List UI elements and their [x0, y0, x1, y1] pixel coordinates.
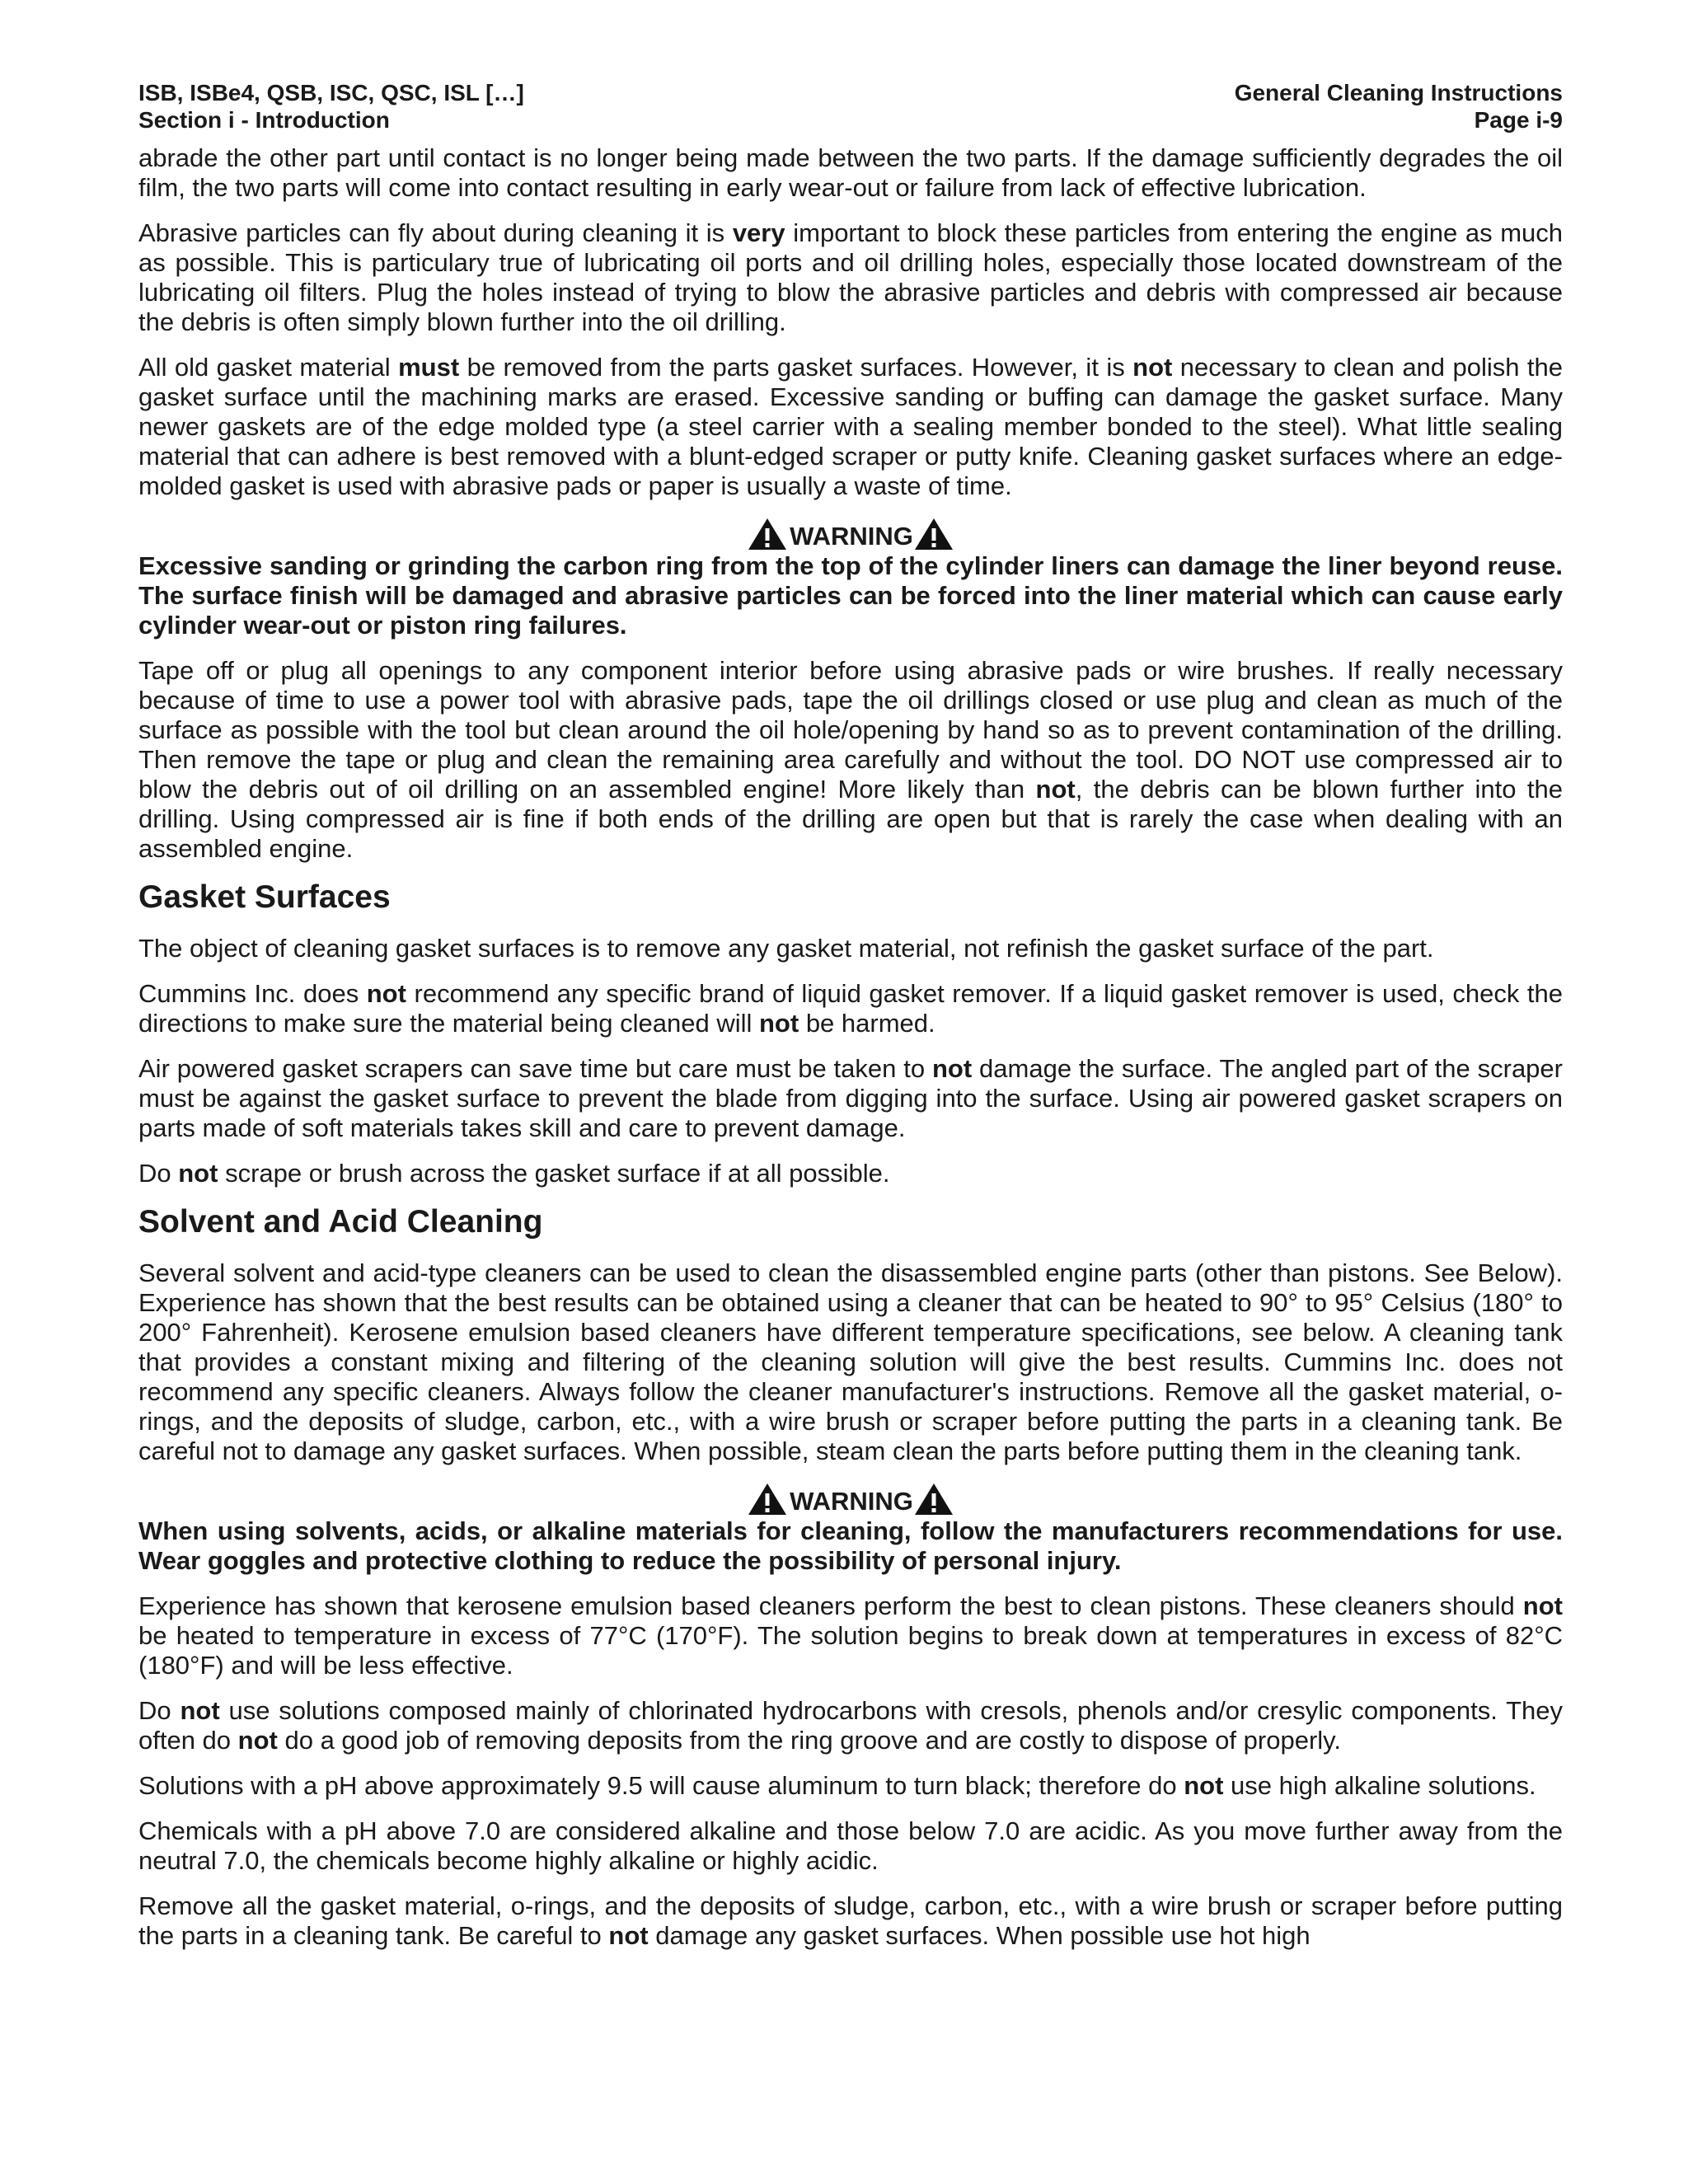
paragraph: Tape off or plug all openings to any component interior before using abrasive pads or wire brushes. If really necessary because of time to use a power tool with abrasive pads, tape the oil drillings closed or use plug and clean as much of the surface as possible with the tool but clean around the oil hole/opening by hand so as to prevent contamination of the drilling. Then remove the tape or plug and clean the remaining area carefully and without the tool. DO NOT use compressed air to blow the debris out of oil drilling on an assembled engine! More likely than not, the debris can be blown further into the drilling. Using compressed air is fine if both ends of the drilling are open but that is rarely the case when dealing with an assembled engine.: [138, 656, 1563, 863]
warning-label: WARNING: [790, 522, 913, 551]
warning-text: When using solvents, acids, or alkaline materials for cleaning, follow the manufacturers recommendations for use. Wear goggles and protective clothing to reduce the possibility of personal injury.: [138, 1516, 1563, 1575]
paragraph: Air powered gasket scrapers can save time but care must be taken to not damage the surface. The angled part of the scraper must be against the gasket surface to prevent the blade from digging into the surface. Using air powered gasket scrapers on parts made of soft materials takes skill and care to prevent damage.: [138, 1054, 1563, 1142]
warning-triangle-icon: [913, 517, 954, 551]
warning-triangle-icon: [747, 517, 788, 551]
warning-block: [138, 517, 1563, 640]
warning-block: [138, 1482, 1563, 1576]
paragraph: Several solvent and acid-type cleaners can be used to clean the disassembled engine parts (other than pistons. See Below). Experience has shown that the best results can be obtained using a cleaner that can be heated to 90° to 95° Celsius (180° to 200° Fahrenheit). Kerosene emulsion based cleaners have different temperature specifications, see below. A cleaning tank that provides a constant mixing and filtering of the cleaning solution will give the best results. Cummins Inc. does not recommend any specific cleaners. Always follow the cleaner manufacturer's instructions. Remove all the gasket material, o-rings, and the deposits of sludge, carbon, etc., with a wire brush or scraper before putting the parts in a cleaning tank. Be careful not to damage any gasket surfaces. When possible, steam clean the parts before putting them in the cleaning tank.: [138, 1258, 1563, 1465]
section-heading-solvent-acid-cleaning: Solvent and Acid Cleaning: [138, 1204, 543, 1240]
paragraph: Abrasive particles can fly about during cleaning it is very important to block these particles from entering the engine as much as possible. This is particulary true of lubricating oil ports and oil drilling holes, especially those located downstream of the lubricating oil filters. Plug the holes instead of trying to blow the abrasive particles and debris with compressed air because the debris is often simply blown further into the oil drilling.: [138, 218, 1563, 336]
page-header: [138, 79, 1563, 134]
paragraph: The object of cleaning gasket surfaces is to remove any gasket material, not refinish the gasket surface of the part.: [138, 934, 1434, 963]
paragraph: Experience has shown that kerosene emulsion based cleaners perform the best to clean pistons. These cleaners should not be heated to temperature in excess of 77°C (170°F). The solution begins to break down at temperatures in excess of 82°C (180°F) and will be less effective.: [138, 1591, 1563, 1680]
paragraph: All old gasket material must be removed from the parts gasket surfaces. However, it is not necessary to clean and polish the gasket surface until the machining marks are erased. Excessive sanding or buffing can damage the gasket surface. Many newer gaskets are of the edge molded type (a steel carrier with a sealing member bonded to the steel). What little sealing material that can adhere is best removed with a blunt-edged scraper or putty knife. Cleaning gasket surfaces where an edge-molded gasket is used with abrasive pads or paper is usually a waste of time.: [138, 353, 1563, 500]
warning-text: Excessive sanding or grinding the carbon ring from the top of the cylinder liners can damage the liner beyond reuse. The surface finish will be damaged and abrasive particles can be forced into the liner material which can cause early cylinder wear-out or piston ring failures.: [138, 551, 1563, 640]
section-label: Section i - Introduction: [138, 107, 390, 133]
paragraph: Cummins Inc. does not recommend any specific brand of liquid gasket remover. If a liquid gasket remover is used, check the directions to make sure the material being cleaned will not be harmed.: [138, 979, 1563, 1038]
warning-triangle-icon: [747, 1482, 788, 1516]
header-left: [138, 79, 524, 134]
paragraph: Do not scrape or brush across the gasket surface if at all possible.: [138, 1159, 890, 1188]
section-heading-gasket-surfaces: Gasket Surfaces: [138, 879, 391, 915]
paragraph: abrade the other part until contact is no longer being made between the two parts. If the damage sufficiently degrades the oil film, the two parts will come into contact resulting in early wear-out or failure from lack of effective lubrication.: [138, 143, 1563, 202]
chapter-title: General Cleaning Instructions: [1234, 80, 1563, 105]
paragraph: Remove all the gasket material, o-rings, and the deposits of sludge, carbon, etc., with a wire brush or scraper before putting the parts in a cleaning tank. Be careful to not damage any gasket surfaces. When possible use hot high: [138, 1891, 1563, 1950]
warning-heading: [138, 1482, 1563, 1516]
manual-page: [138, 79, 1563, 1966]
page-number: Page i-9: [1474, 107, 1563, 133]
warning-triangle-icon: [913, 1482, 954, 1516]
warning-label: WARNING: [790, 1487, 913, 1516]
header-right: [1235, 79, 1563, 134]
warning-heading: [138, 517, 1563, 551]
engine-models: ISB, ISBe4, QSB, ISC, QSC, ISL […]: [138, 80, 524, 105]
paragraph: Chemicals with a pH above 7.0 are considered alkaline and those below 7.0 are acidic. As you move further away from the neutral 7.0, the chemicals become highly alkaline or highly acidic.: [138, 1816, 1563, 1875]
paragraph: Do not use solutions composed mainly of chlorinated hydrocarbons with cresols, phenols and/or cresylic components. They often do not do a good job of removing deposits from the ring groove and are costly to dispose of properly.: [138, 1696, 1563, 1755]
paragraph: Solutions with a pH above approximately 9.5 will cause aluminum to turn black; therefore do not use high alkaline solutions.: [138, 1771, 1536, 1800]
